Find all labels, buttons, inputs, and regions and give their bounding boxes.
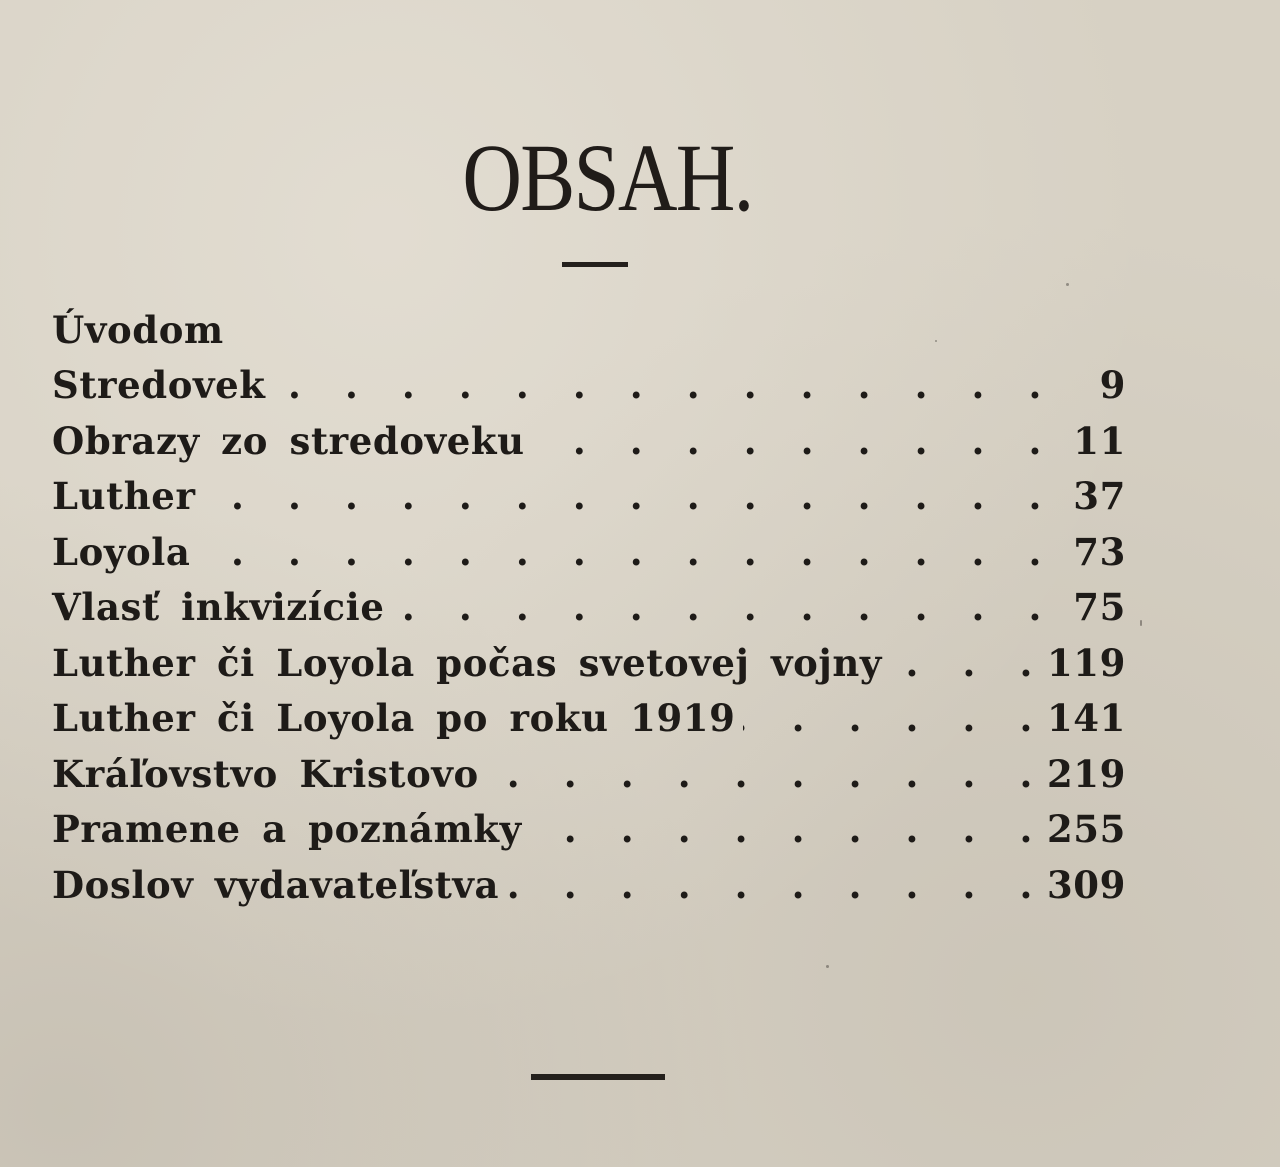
toc-entry-label: Luther či Loyola počas svetovej vojny (52, 640, 882, 685)
toc-entry-label: Pramene a poznámky (52, 807, 522, 852)
toc-entry-label: Úvodom (52, 307, 224, 352)
toc-entry-page: 141 (1046, 696, 1126, 741)
toc-entry-label: Stredovek (52, 363, 266, 408)
toc-entry (52, 358, 1126, 414)
toc-entry (52, 302, 1126, 358)
toc-entry-label: Luther (52, 474, 196, 519)
dot-leader (273, 363, 1042, 407)
table-of-contents (52, 302, 1126, 913)
toc-entry-page: 75 (1073, 585, 1126, 630)
toc-entry (52, 746, 1126, 802)
toc-entry (52, 635, 1126, 691)
toc-entry-page: 219 (1046, 751, 1126, 796)
dot-leader (530, 807, 1033, 851)
toc-entry-page: 11 (1073, 418, 1126, 463)
toc-entry-page: 9 (1099, 363, 1126, 408)
toc-entry-label: Loyola (52, 529, 191, 574)
paper-speck (1066, 283, 1069, 286)
dot-leader (890, 641, 1033, 685)
toc-entry-page: 119 (1046, 640, 1126, 685)
paper-speck (935, 340, 937, 342)
dot-leader (392, 585, 1042, 629)
toc-entry (52, 857, 1126, 913)
toc-entry-page: 255 (1046, 807, 1126, 852)
dot-leader (199, 530, 1042, 574)
dot-leader (204, 474, 1042, 518)
dot-leader (507, 863, 1033, 907)
toc-entry-label: Luther či Loyola po roku 1919 (52, 696, 736, 741)
dot-leader (533, 419, 1042, 463)
toc-entry (52, 524, 1126, 580)
toc-entry-label: Vlasť inkvizície (52, 585, 385, 630)
toc-entry-page: 37 (1073, 474, 1126, 519)
toc-entry-label: Doslov vydavateľstva (52, 862, 500, 907)
toc-entry-page: 73 (1073, 529, 1126, 574)
toc-entry-label: Obrazy zo stredoveku (52, 418, 525, 463)
dot-leader (487, 752, 1033, 796)
toc-entry (52, 802, 1126, 858)
paper-speck (1140, 620, 1142, 626)
toc-entry-label: Kráľovstvo Kristovo (52, 751, 479, 796)
toc-entry (52, 580, 1126, 636)
title-divider (562, 262, 628, 267)
bottom-divider (531, 1074, 665, 1080)
toc-entry (52, 469, 1126, 525)
paper-speck (826, 965, 829, 968)
toc-entry-page: 309 (1046, 862, 1126, 907)
toc-entry (52, 413, 1126, 469)
toc-entry (52, 691, 1126, 747)
dot-leader (743, 696, 1032, 740)
page-title: OBSAH. (462, 124, 753, 231)
